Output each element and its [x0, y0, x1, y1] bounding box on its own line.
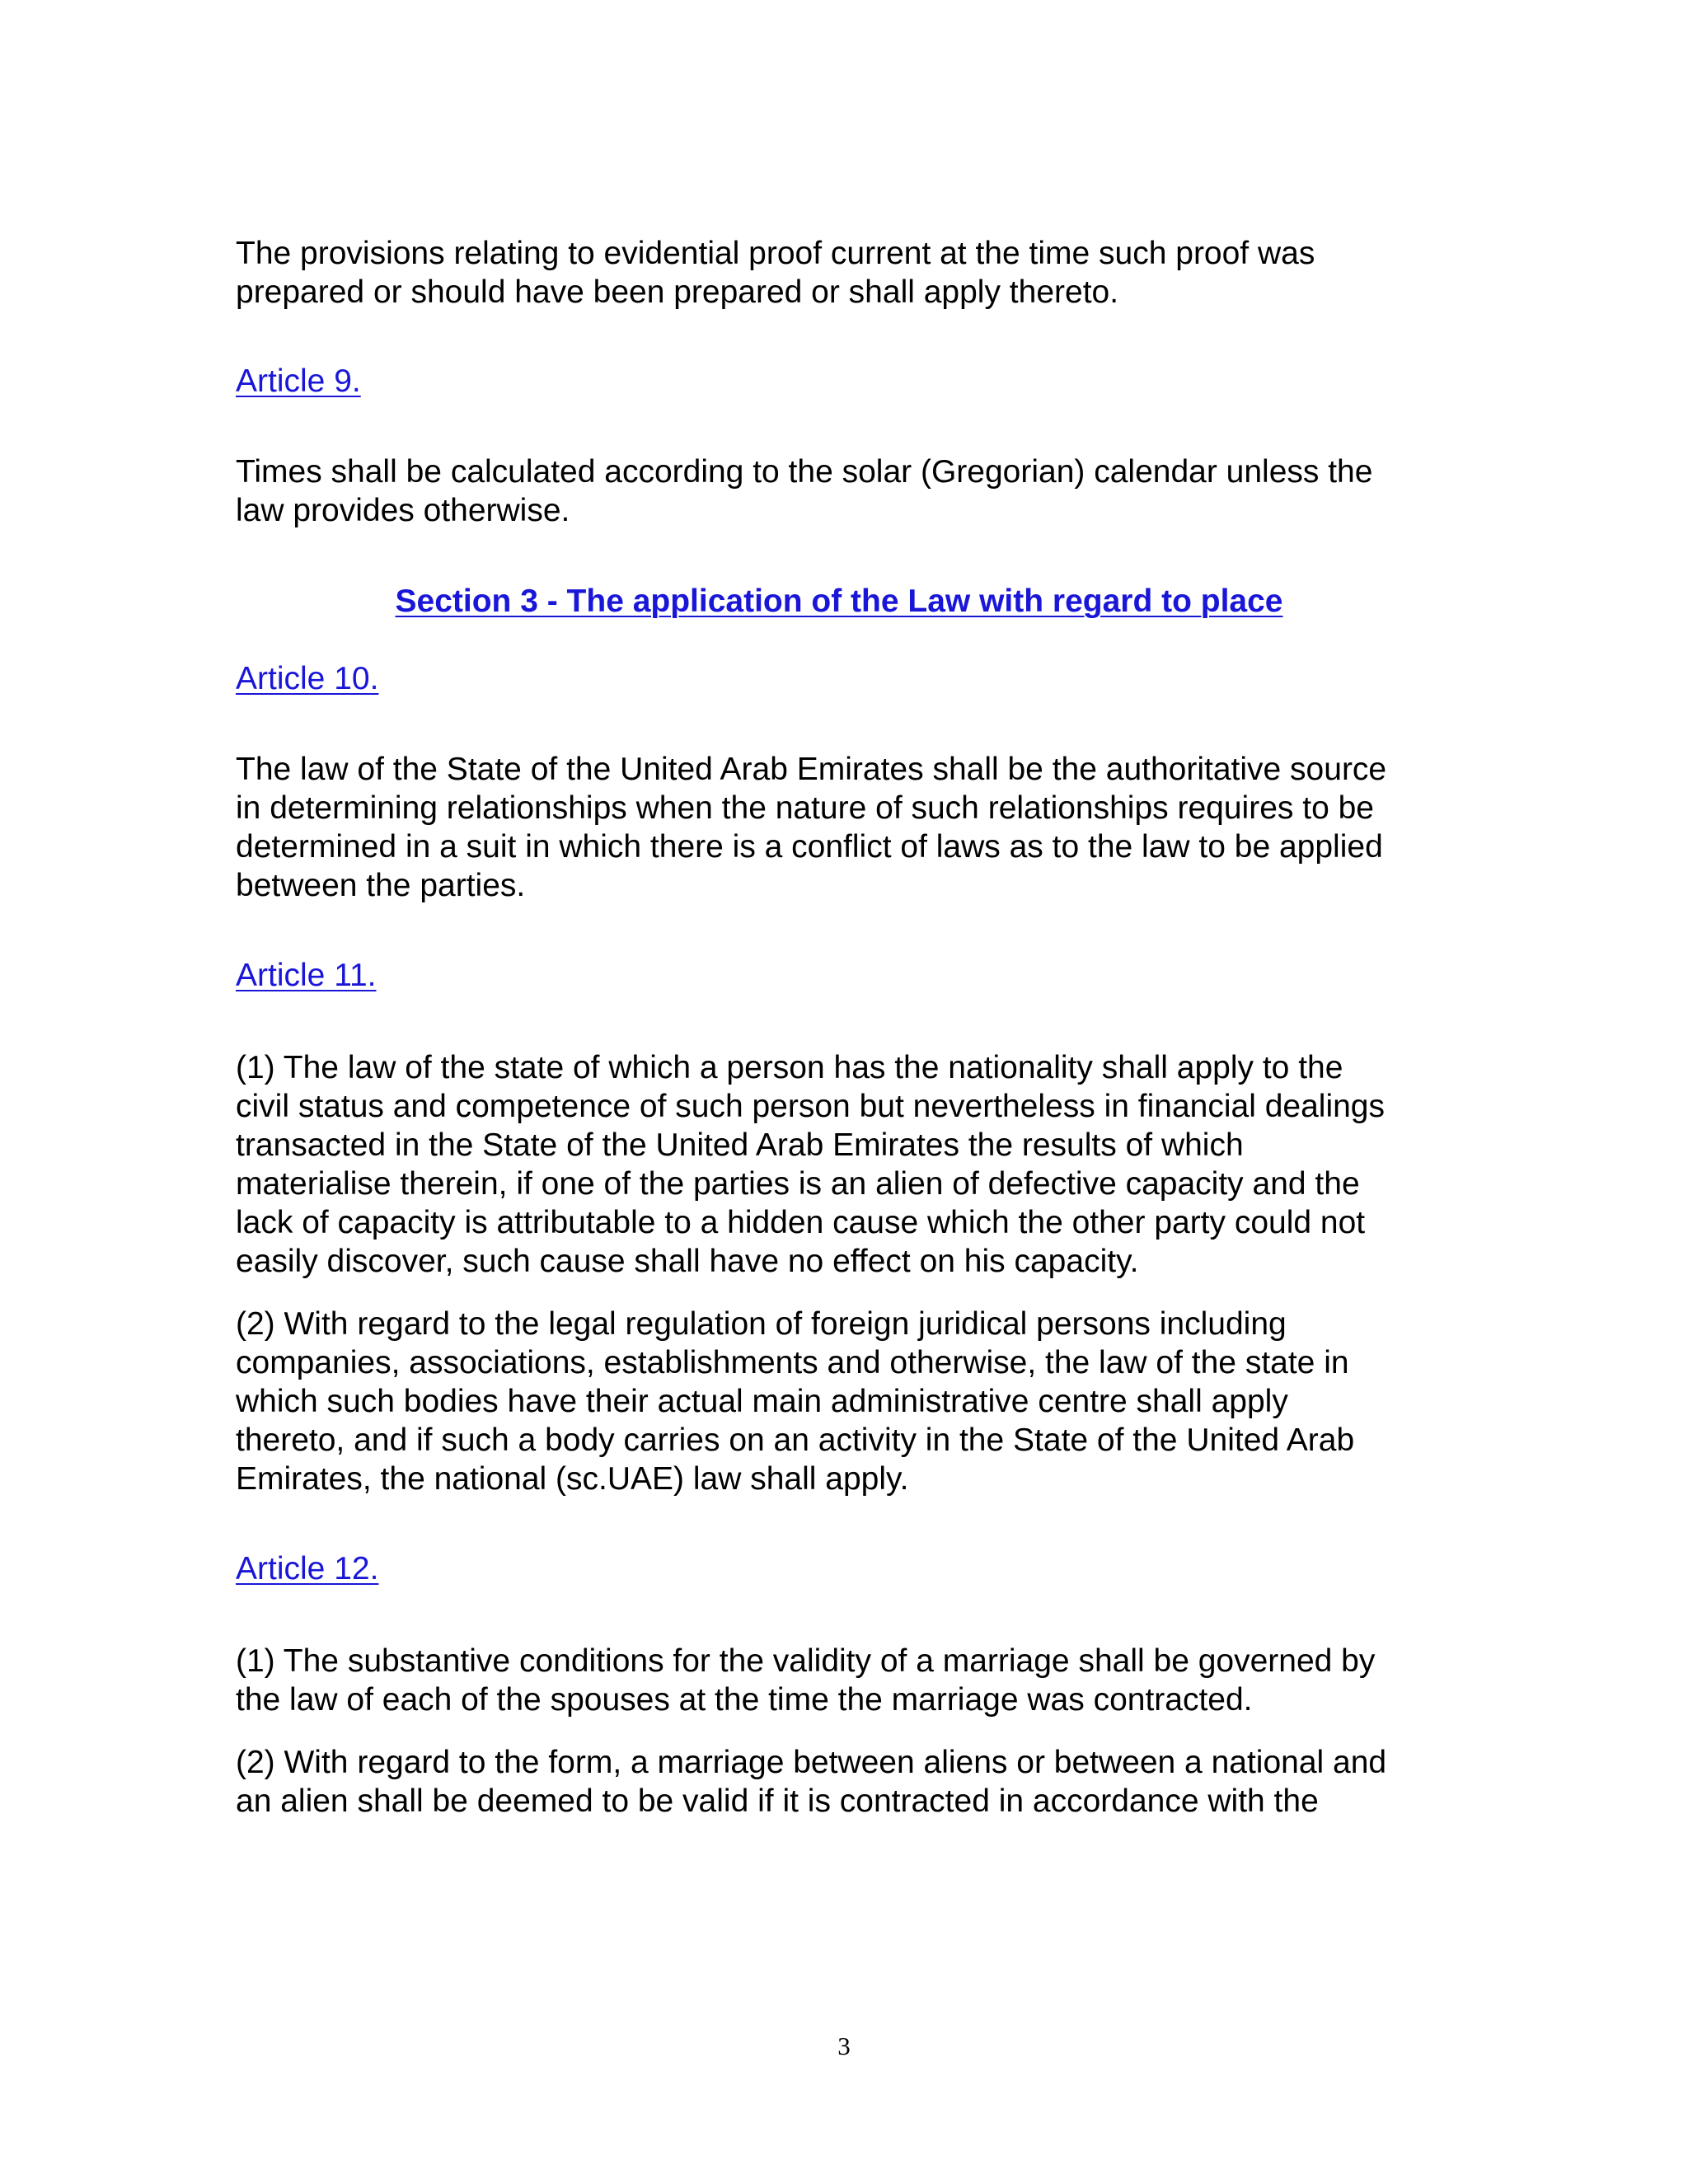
paragraph-line: civil status and competence of such person but nevertheless in financial dealings: [236, 1089, 1385, 1124]
section-3-link[interactable]: Section 3 - The application of the Law with regard to place: [395, 583, 1283, 619]
paragraph-line: law provides otherwise.: [236, 493, 570, 528]
paragraph-line: an alien shall be deemed to be valid if it is contracted in accordance with the: [236, 1783, 1319, 1819]
paragraph-line: (2) With regard to the legal regulation of foreign juridical persons including: [236, 1306, 1287, 1342]
article-12-link[interactable]: Article 12.: [236, 1551, 379, 1586]
article-9-link[interactable]: Article 9.: [236, 363, 361, 399]
paragraph-line: between the parties.: [236, 868, 526, 903]
paragraph-line: easily discover, such cause shall have no effect on his capacity.: [236, 1244, 1139, 1279]
article-11-link[interactable]: Article 11.: [236, 958, 377, 993]
paragraph-line: in determining relationships when the nature of such relationships requires to be: [236, 790, 1374, 826]
paragraph-line: The provisions relating to evidential proof current at the time such proof was: [236, 236, 1315, 271]
section-3-heading-block: [0, 582, 1688, 621]
paragraph-line: transacted in the State of the United Arab Emirates the results of which: [236, 1127, 1244, 1163]
article-9-heading-block: [236, 362, 1456, 401]
paragraph-line: thereto, and if such a body carries on an activity in the State of the United Arab: [236, 1422, 1355, 1458]
paragraph-line: (1) The substantive conditions for the validity of a marriage shall be governed by: [236, 1643, 1376, 1679]
paragraph-line: Emirates, the national (sc.UAE) law shall apply.: [236, 1461, 909, 1497]
paragraph-line: companies, associations, establishments and otherwise, the law of the state in: [236, 1345, 1349, 1380]
article-10-paragraph: [236, 750, 1456, 905]
paragraph-line: which such bodies have their actual main administrative centre shall apply: [236, 1384, 1288, 1419]
article-12-paragraph-2: [236, 1743, 1456, 1821]
article-11-paragraph-2: [236, 1305, 1456, 1498]
paragraph-line: prepared or should have been prepared or shall apply thereto.: [236, 274, 1119, 310]
paragraph-line: (1) The law of the state of which a person has the nationality shall apply to the: [236, 1050, 1343, 1085]
paragraph-line: the law of each of the spouses at the time the marriage was contracted.: [236, 1682, 1253, 1718]
paragraph-line: determined in a suit in which there is a conflict of laws as to the law to be applied: [236, 829, 1383, 865]
article-12-paragraph-1: [236, 1642, 1456, 1719]
article-12-heading-block: [236, 1549, 1456, 1588]
paragraph-line: (2) With regard to the form, a marriage between aliens or between a national and: [236, 1745, 1387, 1780]
page-number: 3: [837, 2032, 851, 2060]
article-11-heading-block: [236, 956, 1456, 995]
intro-paragraph: [236, 234, 1456, 312]
paragraph-line: The law of the State of the United Arab Emirates shall be the authoritative source: [236, 752, 1387, 787]
paragraph-line: lack of capacity is attributable to a hidden cause which the other party could not: [236, 1205, 1366, 1240]
article-11-paragraph-1: [236, 1048, 1456, 1281]
article-10-heading-block: [236, 659, 1456, 698]
article-9-paragraph: [236, 452, 1456, 530]
article-10-link[interactable]: Article 10.: [236, 661, 379, 696]
paragraph-line: Times shall be calculated according to the solar (Gregorian) calendar unless the: [236, 454, 1373, 490]
paragraph-line: materialise therein, if one of the parties is an alien of defective capacity and the: [236, 1166, 1360, 1202]
